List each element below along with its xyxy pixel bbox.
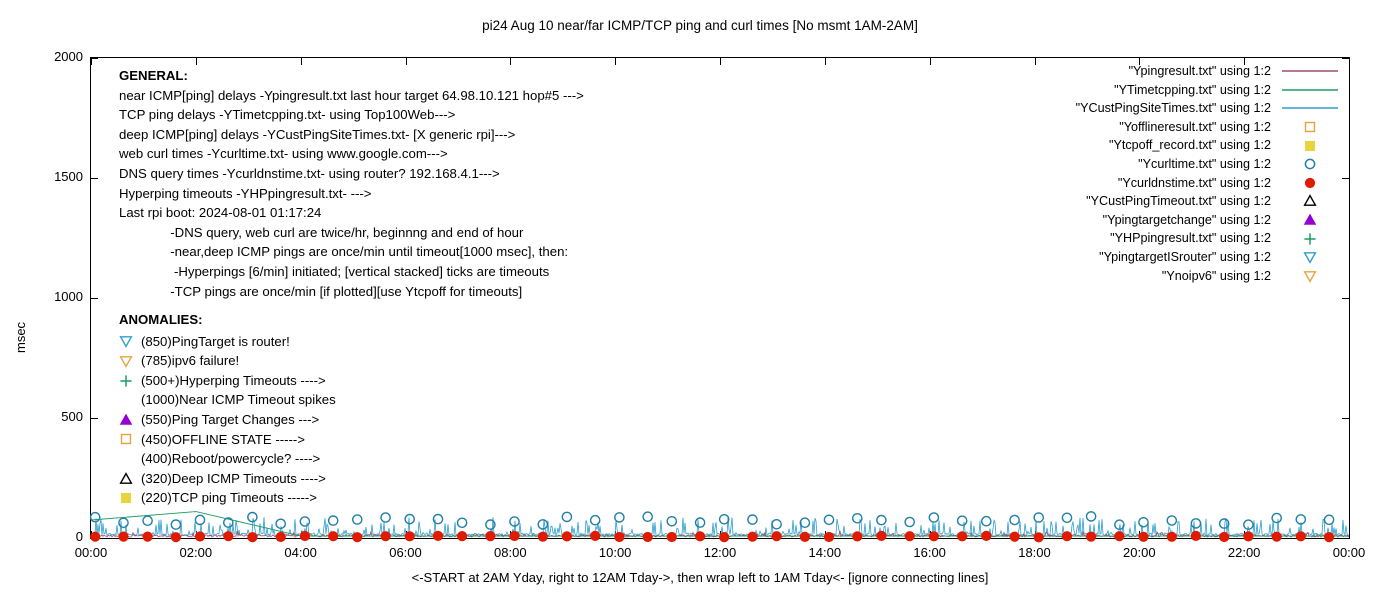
x-tick-label: 06:00 xyxy=(389,545,422,560)
anomalies-annotation xyxy=(119,310,336,508)
anomaly-label: (785)ipv6 failure! xyxy=(141,353,240,369)
y-tick-label: 2000 xyxy=(54,49,83,64)
line-icon xyxy=(1279,101,1341,115)
anomaly-row xyxy=(119,449,336,469)
anomalies-header: ANOMALIES: xyxy=(119,312,203,327)
anomaly-label: (550)Ping Target Changes ---> xyxy=(141,411,320,427)
legend-label: "Ypingtargetchange" using 1:2 xyxy=(1102,212,1271,227)
x-tick-label: 02:00 xyxy=(179,545,213,560)
legend-row xyxy=(1076,136,1341,155)
legend-label: "Ypingresult.txt" using 1:2 xyxy=(1128,64,1271,78)
general-line: -Hyperpings [6/min] initiated; [vertical stacked] ticks are timeouts xyxy=(119,263,550,279)
y-tick-label: 1500 xyxy=(54,169,83,184)
open-triangle-down-icon xyxy=(119,334,141,348)
legend-label: "Ycurltime.txt" using 1:2 xyxy=(1138,156,1271,171)
plus-icon xyxy=(1279,232,1341,246)
x-tick-label: 18:00 xyxy=(1018,545,1051,560)
general-lines xyxy=(119,86,584,302)
general-line: -DNS query, web curl are twice/hr, beginnng and end of hour xyxy=(119,224,524,240)
x-tick-mark xyxy=(1349,58,1350,65)
open-triangle-up-icon xyxy=(1279,194,1341,208)
anomaly-label: (1000)Near ICMP Timeout spikes xyxy=(141,392,336,408)
anomaly-row xyxy=(119,488,336,508)
open-triangle-down-icon xyxy=(119,354,141,368)
general-line: DNS query times -Ycurldnstime.txt- using router? 192.168.4.1---> xyxy=(119,165,500,181)
anomaly-label: (450)OFFLINE STATE -----> xyxy=(141,431,305,447)
general-line: TCP ping delays -YTimetcpping.txt- using Top100Web---> xyxy=(119,107,456,123)
general-line: near ICMP[ping] delays -Ypingresult.txt last hour target 64.98.10.121 hop#5 ---> xyxy=(119,87,584,103)
anomaly-label: (400)Reboot/powercycle? ----> xyxy=(141,451,321,467)
legend-label: "YpingtargetISrouter" using 1:2 xyxy=(1099,249,1271,264)
general-line: deep ICMP[ping] delays -YCustPingSiteTimes.txt- [X generic rpi]---> xyxy=(119,126,516,142)
legend-label: "Ytcpoff_record.txt" using 1:2 xyxy=(1108,138,1271,153)
open-circle-icon xyxy=(1279,157,1341,171)
general-line: -TCP pings are once/min [if plotted][use Ytcpoff for timeouts] xyxy=(119,283,523,299)
x-tick-label: 00:00 xyxy=(74,545,108,560)
x-tick-label: 04:00 xyxy=(284,545,317,560)
general-line: Hyperping timeouts -YHPpingresult.txt- ---> xyxy=(119,185,372,201)
x-tick-label: 00:00 xyxy=(1332,545,1366,560)
anomaly-row xyxy=(119,371,336,391)
general-header: GENERAL: xyxy=(119,68,188,83)
anomaly-row xyxy=(119,351,336,371)
legend-row xyxy=(1076,229,1341,248)
legend-label: "Ynoipv6" using 1:2 xyxy=(1161,268,1271,283)
legend-row xyxy=(1076,211,1341,230)
anomaly-row xyxy=(119,332,336,352)
anomaly-label: (500+)Hyperping Timeouts ----> xyxy=(141,372,326,388)
open-triangle-down-icon xyxy=(1279,250,1341,264)
legend-row xyxy=(1076,267,1341,286)
y-tick-label: 500 xyxy=(61,409,83,424)
y-axis-label: msec xyxy=(13,321,28,353)
x-axis-label: <-START at 2AM Yday, right to 12AM Tday->, then wrap left to 1AM Tday<- [ignore connecting lines] xyxy=(411,570,989,585)
filled-triangle-up-icon xyxy=(119,413,141,427)
open-triangle-down-icon xyxy=(1279,269,1341,283)
legend-row xyxy=(1076,192,1341,211)
filled-square-icon xyxy=(119,491,141,505)
filled-circle-icon xyxy=(1279,176,1341,190)
x-tick-label: 16:00 xyxy=(913,545,946,560)
open-triangle-up-icon xyxy=(119,472,141,486)
legend-row xyxy=(1076,81,1341,100)
x-tick-label: 22:00 xyxy=(1227,545,1261,560)
legend-row xyxy=(1076,155,1341,174)
y-tick-mark xyxy=(1342,538,1349,539)
anomaly-row xyxy=(119,469,336,489)
general-annotation xyxy=(119,66,584,301)
plus-icon xyxy=(119,374,141,388)
anomaly-row xyxy=(119,410,336,430)
filled-triangle-up-icon xyxy=(1279,213,1341,227)
legend xyxy=(1076,62,1341,285)
legend-row xyxy=(1076,99,1341,118)
x-tick-label: 12:00 xyxy=(703,545,737,560)
x-tick-label: 20:00 xyxy=(1123,545,1156,560)
anomaly-label: (220)TCP ping Timeouts -----> xyxy=(141,490,318,506)
general-line: -near,deep ICMP pings are once/min until timeout[1000 msec], then: xyxy=(119,244,569,260)
legend-label: "YHPpingresult.txt" using 1:2 xyxy=(1110,231,1271,246)
legend-label: "YCustPingTimeout.txt" using 1:2 xyxy=(1086,194,1271,209)
y-tick-label: 1000 xyxy=(54,289,83,304)
x-tick-mark xyxy=(1349,531,1350,538)
legend-row xyxy=(1076,118,1341,137)
filled-square-icon xyxy=(1279,139,1341,153)
line-icon xyxy=(1279,83,1341,97)
anomaly-row xyxy=(119,390,336,410)
line-icon xyxy=(1279,64,1341,78)
anomaly-label: (320)Deep ICMP Timeouts ----> xyxy=(141,470,326,486)
x-tick-label: 10:00 xyxy=(598,545,632,560)
chart-title: pi24 Aug 10 near/far ICMP/TCP ping and curl times [No msmt 1AM-2AM] xyxy=(482,18,918,33)
y-tick-label: 0 xyxy=(75,529,83,544)
x-tick-label: 08:00 xyxy=(494,545,527,560)
plot-area xyxy=(13,49,1366,560)
anomaly-row xyxy=(119,430,336,450)
legend-label: "Yofflineresult.txt" using 1:2 xyxy=(1119,119,1271,134)
open-square-icon xyxy=(1279,120,1341,134)
general-line: Last rpi boot: 2024-08-01 01:17:24 xyxy=(119,205,322,221)
anomaly-label: (850)PingTarget is router! xyxy=(141,333,290,349)
x-tick-label: 14:00 xyxy=(808,545,842,560)
legend-label: "YCustPingSiteTimes.txt" using 1:2 xyxy=(1075,101,1271,116)
open-square-icon xyxy=(119,432,141,446)
legend-row xyxy=(1076,248,1341,267)
legend-label: "Ycurldnstime.txt" using 1:2 xyxy=(1117,175,1271,190)
general-line: web curl times -Ycurltime.txt- using www.google.com---> xyxy=(119,146,448,162)
legend-label: "YTimetcpping.txt" using 1:2 xyxy=(1114,82,1271,97)
legend-row xyxy=(1076,62,1341,81)
legend-row xyxy=(1076,174,1341,193)
